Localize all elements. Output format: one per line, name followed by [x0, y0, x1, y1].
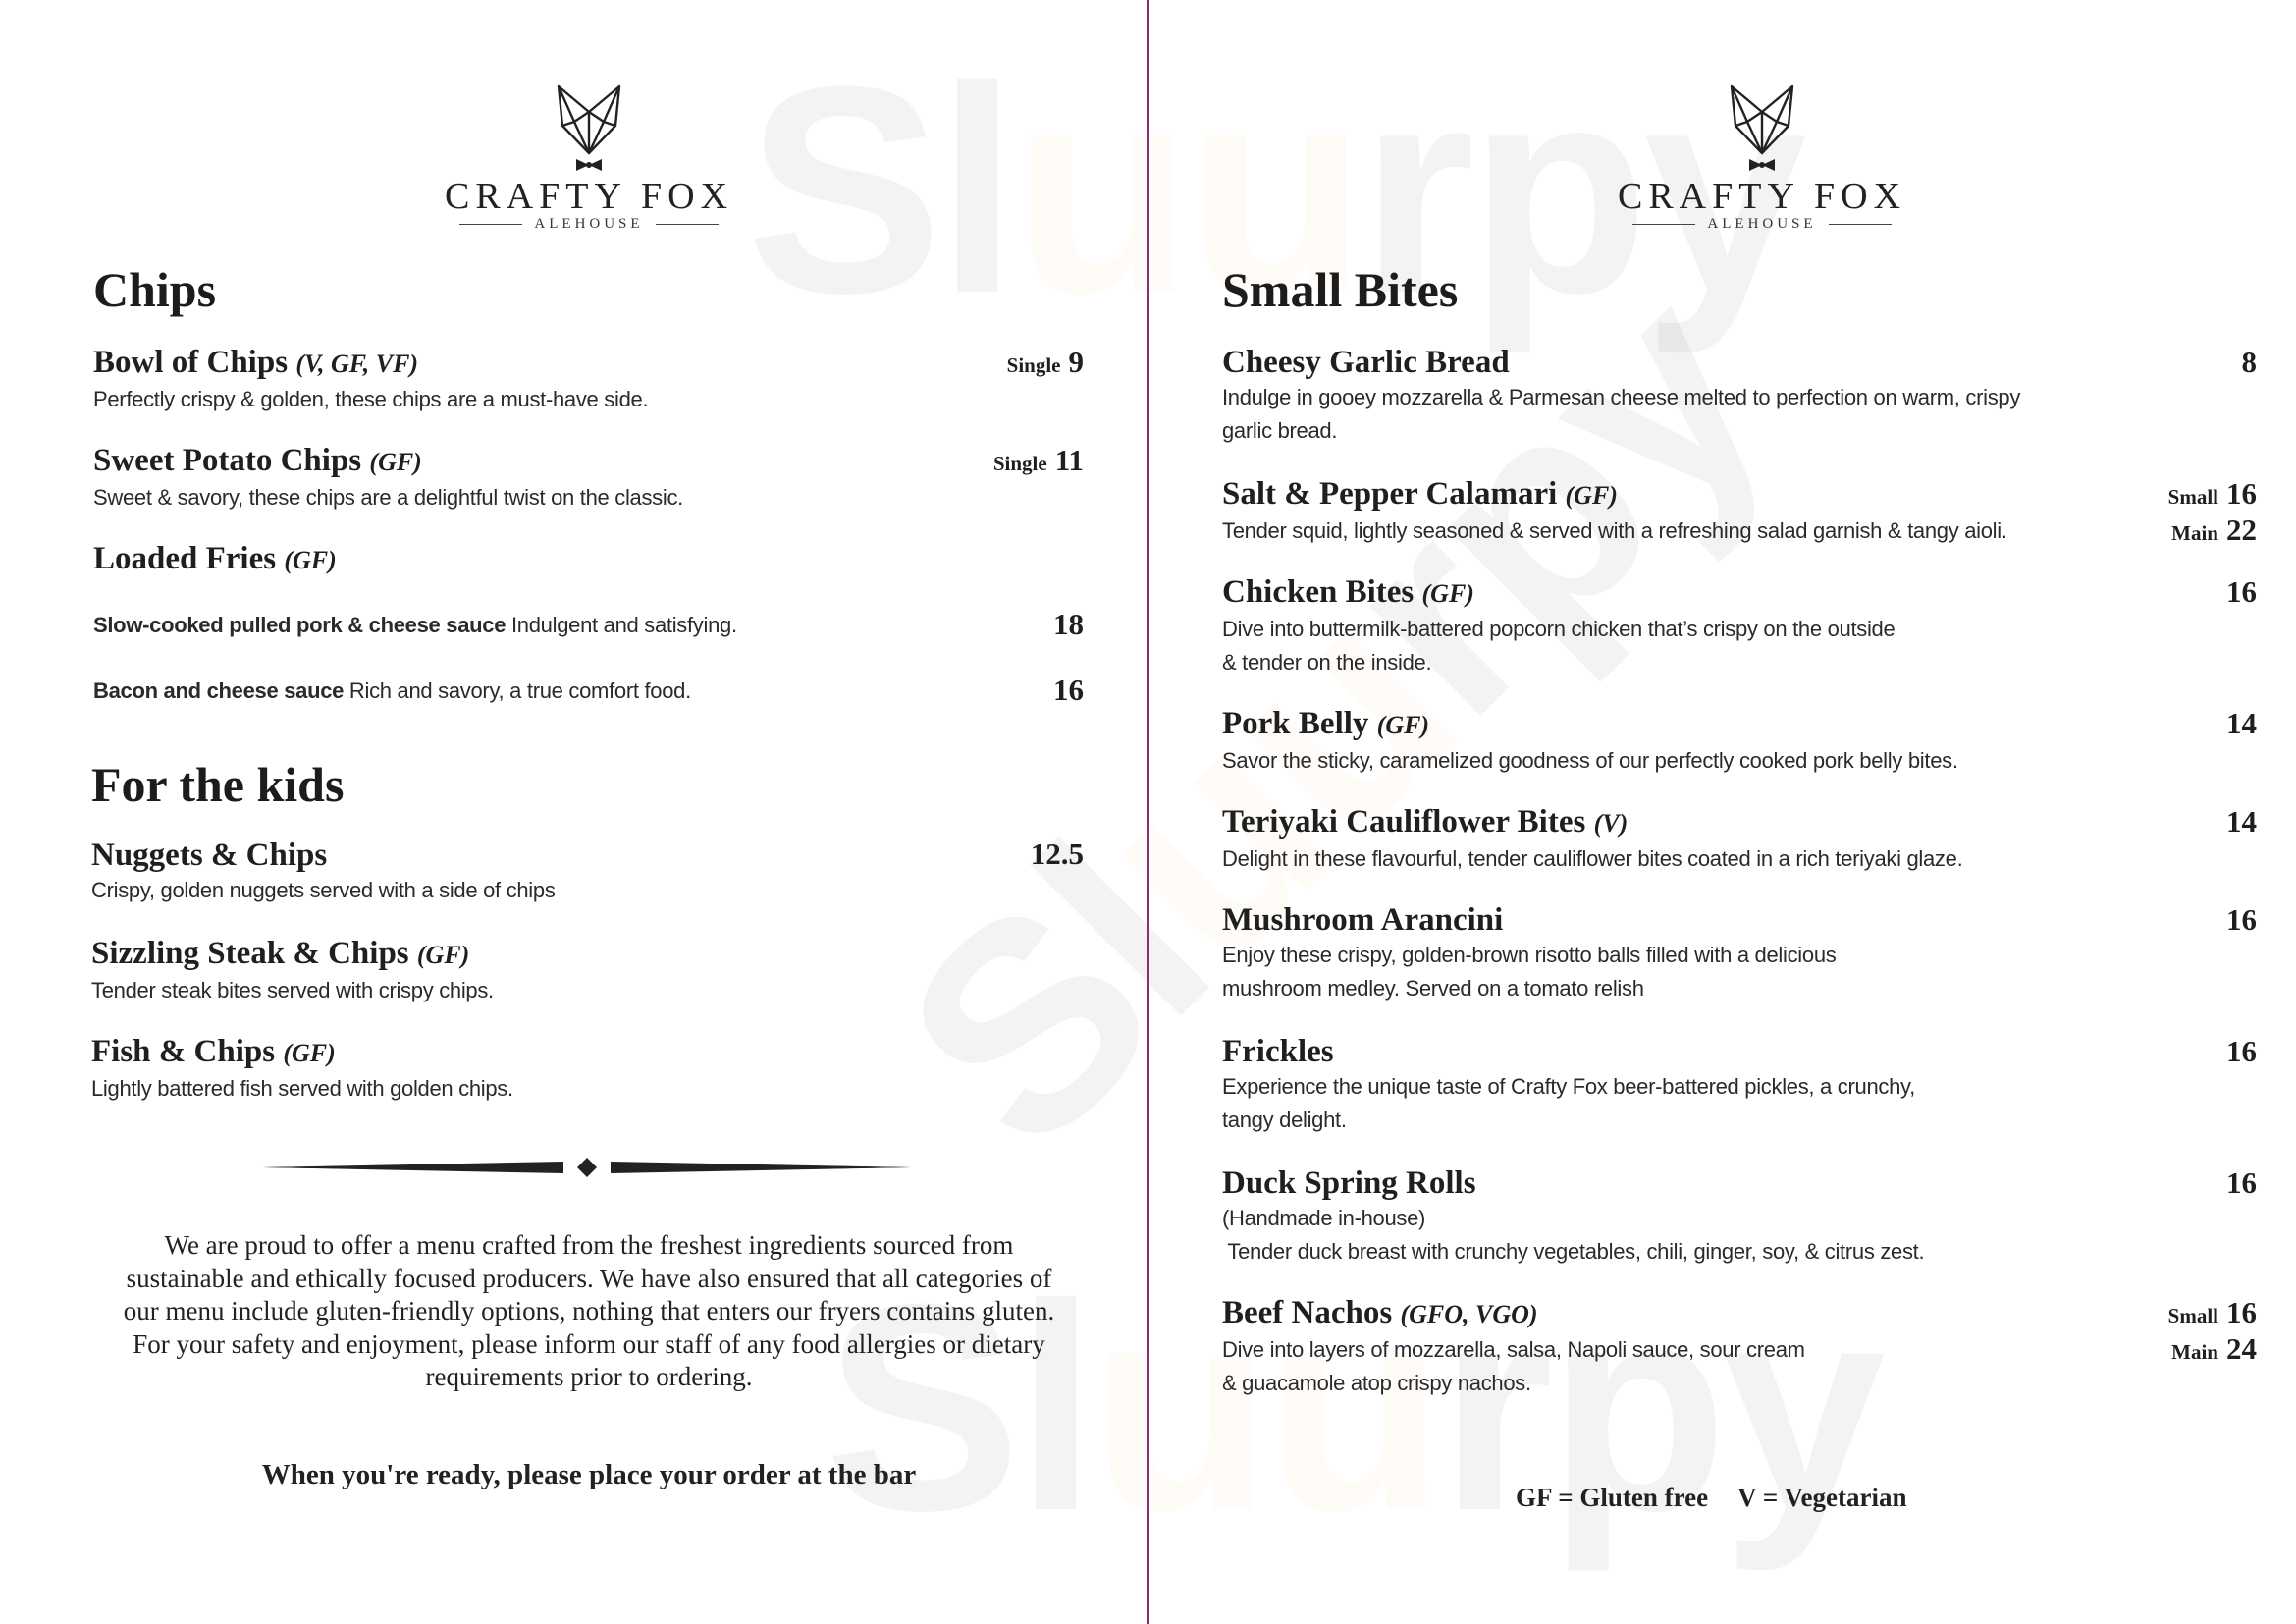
- logo-sub-text: ALEHOUSE: [534, 216, 644, 232]
- logo-sub-text: ALEHOUSE: [1707, 216, 1817, 232]
- item-description: Indulgent and satisfying.: [511, 613, 737, 637]
- price-size: Small: [2167, 485, 2218, 509]
- item-tags: (V, GF, VF): [295, 350, 419, 378]
- item-name: Mushroom Arancini: [1222, 902, 1504, 938]
- item-name: Beef Nachos: [1222, 1295, 1393, 1330]
- logo-name: CRAFTY FOX: [1617, 176, 1907, 217]
- menu-item-chicken-bites: [1222, 573, 1895, 679]
- item-description: Indulge in gooey mozzarella & Parmesan cheese melted to perfection on warm, crispy: [1222, 385, 2021, 409]
- logo-name: CRAFTY FOX: [444, 176, 734, 217]
- item-description: Perfectly crispy & golden, these chips are a must-have side.: [93, 387, 649, 411]
- item-description: Savor the sticky, caramelized goodness of our perfectly cooked pork belly bites.: [1222, 748, 1958, 773]
- allergen-notice: We are proud to offer a menu crafted from the freshest ingredients sourced from sustainable and ethically focused producers. We have also ensured that all categories of our menu include gluten-friendly options, nothing that enters our fryers contains gluten. For your safety and enjoyment, please inform our staff of any food allergies or dietary requirements prior to ordering.: [123, 1230, 1055, 1391]
- logo: [1556, 82, 1968, 233]
- price-value: 16: [2226, 1295, 2257, 1329]
- price-size: Small: [2167, 1304, 2218, 1327]
- item-name: Salt & Pepper Calamari: [1222, 476, 1558, 512]
- menu-item-bowl-of-chips: [93, 344, 648, 416]
- item-description: Tender duck breast with crunchy vegetables, chili, ginger, soy, & citrus zest.: [1222, 1239, 1925, 1264]
- fox-head-icon: [1728, 82, 1796, 173]
- item-name: Sizzling Steak & Chips: [91, 936, 409, 971]
- item-tags: (GF): [369, 448, 422, 476]
- item-description: Enjoy these crispy, golden-brown risotto balls filled with a delicious: [1222, 943, 1837, 967]
- logo-rule: [459, 224, 522, 225]
- menu-item-loaded-fries: [93, 540, 337, 579]
- item-description: Lightly battered fish served with golden chips.: [91, 1076, 513, 1101]
- item-description: Rich and savory, a true comfort food.: [348, 678, 691, 703]
- item-price: [2226, 706, 2257, 741]
- price-value: 16: [2226, 1165, 2257, 1200]
- item-description: (Handmade in-house): [1222, 1206, 1426, 1230]
- item-description: Crispy, golden nuggets served with a side of chips: [91, 878, 556, 902]
- item-price: [2168, 1296, 2257, 1369]
- item-name: Fish & Chips: [91, 1034, 276, 1069]
- menu-item-loaded-fries-bacon: [93, 675, 691, 708]
- item-description: Tender squid, lightly seasoned & served with a refreshing salad garnish & tangy aioli.: [1222, 518, 2007, 543]
- item-price: [1053, 607, 1084, 642]
- section-heading-chips: Chips: [93, 262, 217, 317]
- price-value: 16: [2226, 902, 2257, 937]
- logo-subtitle: [1556, 216, 1968, 233]
- item-description: & guacamole atop crispy nachos.: [1222, 1371, 1531, 1395]
- item-price: [1053, 673, 1084, 708]
- item-tags: (GFO, VGO): [1400, 1300, 1538, 1328]
- fox-head-icon: [555, 82, 623, 173]
- item-tags: (GF): [284, 546, 337, 574]
- item-description: Dive into buttermilk-battered popcorn chicken that’s crispy on the outside: [1222, 617, 1896, 641]
- item-name: Duck Spring Rolls: [1222, 1165, 1476, 1201]
- price-value: 24: [2226, 1331, 2257, 1366]
- item-name: Sweet Potato Chips: [93, 443, 362, 478]
- item-name: Bowl of Chips: [93, 345, 289, 380]
- item-name: Teriyaki Cauliflower Bites: [1222, 804, 1586, 839]
- item-name: Pork Belly: [1222, 706, 1369, 741]
- item-description: Tender steak bites served with crispy chips.: [91, 978, 494, 1002]
- item-tags: (V): [1593, 809, 1629, 838]
- logo-subtitle: [383, 216, 795, 233]
- menu-item-mushroom-arancini: [1222, 901, 1836, 1005]
- price-size: Main: [2171, 1340, 2218, 1364]
- item-price: [2226, 1034, 2257, 1069]
- item-description: mushroom medley. Served on a tomato relish: [1222, 976, 1644, 1001]
- ornament-divider: [263, 1157, 911, 1178]
- item-description: Delight in these flavourful, tender cauliflower bites coated in a rich teriyaki glaze.: [1222, 846, 1963, 871]
- section-heading-kids: For the kids: [91, 757, 345, 812]
- price-value: 16: [2226, 574, 2257, 609]
- menu-item-sizzling-steak: [91, 935, 494, 1007]
- price-value: 22: [2226, 513, 2257, 547]
- logo-rule: [656, 224, 719, 225]
- item-tags: (GF): [283, 1039, 336, 1067]
- menu-item-nuggets: [91, 837, 556, 907]
- menu-item-loaded-fries-pork: [93, 609, 737, 642]
- price-value: 16: [2226, 476, 2257, 511]
- item-price: [2168, 477, 2257, 550]
- price-value: 8: [2241, 345, 2257, 379]
- price-value: 12.5: [1030, 837, 1084, 871]
- item-name: Nuggets & Chips: [91, 838, 328, 873]
- menu-item-fish-chips: [91, 1033, 513, 1106]
- menu-item-duck-spring-rolls: [1222, 1164, 1924, 1269]
- price-size: Main: [2171, 521, 2218, 545]
- price-size: Single: [1006, 353, 1061, 377]
- item-price: [2226, 804, 2257, 839]
- right-page: [1148, 0, 2296, 1624]
- item-description: Dive into layers of mozzarella, salsa, Napoli sauce, sour cream: [1222, 1337, 1805, 1362]
- order-instruction: When you're ready, please place your order at the bar: [261, 1459, 917, 1490]
- menu-item-calamari: [1222, 475, 2007, 548]
- item-price: [2226, 902, 2257, 938]
- item-tags: (GF): [1376, 711, 1430, 739]
- item-description: Sweet & savory, these chips are a delightful twist on the classic.: [93, 485, 683, 510]
- price-value: 18: [1053, 607, 1084, 641]
- price-value: 14: [2226, 804, 2257, 839]
- legend-v: V = Vegetarian: [1737, 1483, 1907, 1512]
- item-price: [2226, 1165, 2257, 1201]
- price-value: 11: [1054, 443, 1084, 477]
- section-heading-small-bites: Small Bites: [1222, 262, 1459, 317]
- item-option-name: Bacon and cheese sauce: [93, 678, 345, 703]
- logo: [383, 82, 795, 233]
- menu-item-teriyaki-cauliflower: [1222, 803, 1962, 876]
- item-tags: (GF): [1565, 481, 1618, 510]
- item-price: [1007, 345, 1084, 380]
- menu-item-sweet-potato-chips: [93, 442, 683, 514]
- item-description: Experience the unique taste of Crafty Fox beer-battered pickles, a crunchy,: [1222, 1074, 1915, 1099]
- price-value: 16: [2226, 1034, 2257, 1068]
- item-price: [2242, 345, 2258, 380]
- item-description: & tender on the inside.: [1222, 650, 1432, 675]
- menu-item-cheesy-garlic-bread: [1222, 344, 2020, 448]
- item-price: [993, 443, 1084, 478]
- price-size: Single: [992, 452, 1047, 475]
- logo-rule: [1632, 224, 1695, 225]
- item-name: Cheesy Garlic Bread: [1222, 345, 1510, 380]
- item-tags: (GF): [1421, 579, 1474, 608]
- menu-item-beef-nachos: [1222, 1294, 1805, 1400]
- menu-item-pork-belly: [1222, 705, 1958, 778]
- legend-gf: GF = Gluten free: [1516, 1483, 1709, 1512]
- item-description: garlic bread.: [1222, 418, 1338, 443]
- menu-item-frickles: [1222, 1033, 1915, 1137]
- item-description: tangy delight.: [1222, 1108, 1347, 1132]
- dietary-legend: [1516, 1483, 1906, 1513]
- item-option-name: Slow-cooked pulled pork & cheese sauce: [93, 613, 507, 637]
- price-value: 16: [1053, 673, 1084, 707]
- logo-rule: [1829, 224, 1892, 225]
- item-name: Loaded Fries: [93, 541, 277, 576]
- price-value: 9: [1068, 345, 1084, 379]
- item-price: [1031, 837, 1084, 872]
- item-price: [2226, 574, 2257, 610]
- item-name: Chicken Bites: [1222, 574, 1415, 610]
- item-tags: (GF): [416, 941, 470, 969]
- item-name: Frickles: [1222, 1034, 1334, 1069]
- price-value: 14: [2226, 706, 2257, 740]
